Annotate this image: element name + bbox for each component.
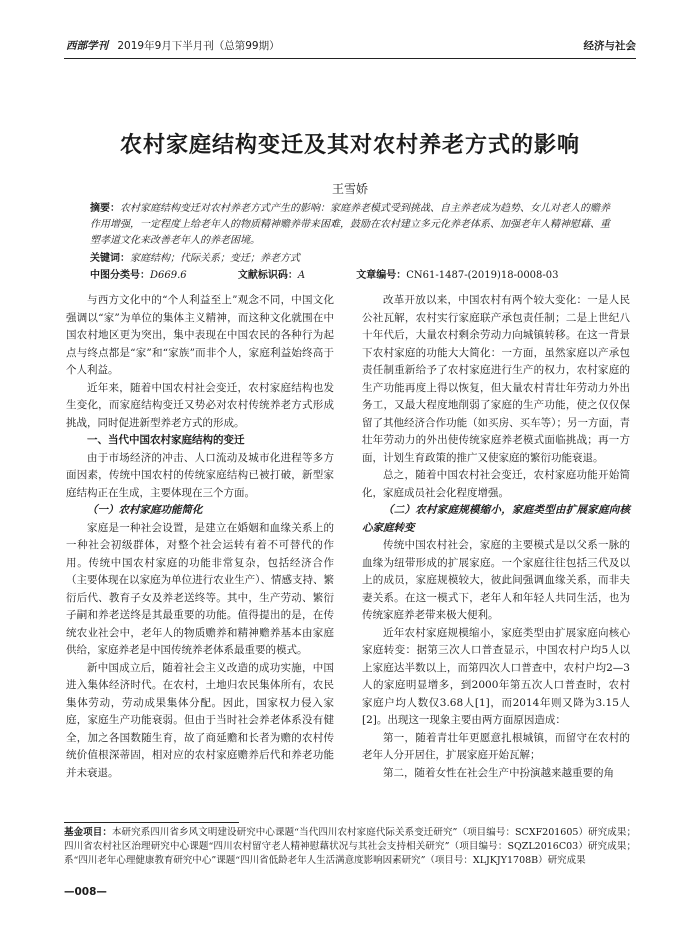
article-title: 农村家庭结构变迁及其对农村养老方式的影响 bbox=[119, 132, 580, 158]
page-number: —008— bbox=[64, 886, 107, 898]
funding-label: 基金项目： bbox=[64, 827, 112, 838]
journal-issue: 2019年9月下半月刊（总第99期） bbox=[117, 40, 280, 52]
paragraph: 改革开放以来，中国农村有两个较大变化：一是人民公社瓦解，农村实行家庭联产承包责任制；二是上世纪八十年代后，大量农村剩余劳动力向城镇转移。在这一背景下农村家庭的功能大大简化：一方面，虽然家庭以产承包责任制重新给予了农村家庭进行生产的权力，农村家庭的生产功能再度上得以恢复，但大量农村青壮年劳动力外出务工，又最大程度地削弱了家庭的生产功能，使之仅仅保留了其他经济合作功能（如买房、买车等）；另一方面，青壮年劳动力的外出使传统家庭养老模式面临挑战；再一方面，计划生育政策的推广又使家庭的繁衍功能衰退。 bbox=[362, 294, 630, 464]
paragraph: 总之，随着中国农村社会变迁，农村家庭功能开始简化，家庭成员社会化程度增强。 bbox=[362, 469, 630, 499]
article-number: 文章编号：CN61-1487-(2019)18-0008-03 bbox=[356, 270, 559, 281]
paragraph: 第一，随着青壮年更愿意扎根城镇，而留守在农村的老年人分开居住，扩展家庭开始瓦解； bbox=[362, 731, 630, 761]
paragraph: 近年农村家庭规模缩小，家庭类型由扩展家庭向核心家庭转变：据第三次人口普查显示，中国农村户均5人以上家庭达半数以上，而第四次人口普查中，农村户均2—3人的家庭明显增多，到2000年第五次人口普查时，农村家庭户均人数仅3.68人[1]，而2014年则又降为3.15人[2]。出现这一现象主要由两方面原因造成： bbox=[362, 626, 630, 726]
abstract bbox=[90, 201, 610, 249]
body-right-column bbox=[362, 292, 630, 782]
footnote-rule bbox=[64, 822, 239, 823]
paragraph: 与西方文化中的“个人利益至上”观念不同，中国文化强调以“家”为单位的集体主义精神，而这种文化就围在中国农村地区更为突出，集中表现在中国农民的各种行为起点与终点都是“家”和“家族”而非个人，家庭利益始终高于个人利益。 bbox=[66, 294, 334, 376]
clc-number: 中图分类号：D669.6 bbox=[90, 270, 187, 281]
subsection-heading: （一）农村家庭功能简化 bbox=[87, 504, 203, 516]
paragraph: 第二，随着女性在社会生产中扮演越来越重要的角 bbox=[383, 766, 614, 779]
funding-note bbox=[64, 826, 636, 868]
subsection-heading: （二）农村家庭规模缩小，家庭类型由扩展家庭向核心家庭转变 bbox=[362, 504, 630, 534]
abstract-text: 农村家庭结构变迁对农村养老方式产生的影响：家庭养老模式受到挑战、自主养老成为趋势、女儿对老人的赡养作用增强，一定程度上给老年人的物质精神赡养带来困难，鼓励在农村建立多元化养老体系、加强老年人精神慰藉、重塑孝道文化来改善老年人的养老困境。 bbox=[90, 203, 610, 246]
section-heading: 一、当代中国农村家庭结构的变迁 bbox=[87, 434, 245, 446]
running-header-left bbox=[66, 38, 280, 53]
section-name: 经济与社会 bbox=[583, 40, 636, 52]
header-rule bbox=[64, 58, 636, 59]
keywords-label: 关键词： bbox=[90, 253, 130, 264]
article-author: 王雪娇 bbox=[331, 182, 368, 196]
paragraph: 家庭是一种社会设置，是建立在婚姻和血缘关系上的一种社会初级群体，对整个社会运转有着不可替代的作用。传统中国农村家庭的功能非常复杂，包括经济合作（主要体现在以家庭为单位进行农业生产）、情感支持、繁衍后代、教育子女及养老送终等。其中，生产劳动、繁衍子嗣和养老送终是其最重要的功能。值得提出的是，在传统农业社会中，老年人的物质赡养和精神赡养基本由家庭供给，家庭养老是中国传统养老体系最重要的模式。 bbox=[66, 521, 334, 656]
keywords bbox=[90, 251, 610, 267]
abstract-label: 摘要： bbox=[90, 203, 120, 214]
paragraph: 新中国成立后，随着社会主义改造的成功实施，中国进入集体经济时代。在农村，土地归农民集体所有，农民集体劳动，劳动成果集体分配。因此，国家权力侵入家庭，家庭生产功能衰弱。但由于当时社会养老体系没有健全，加之各国数随生育，故了商延赡和长者为赡的农村传统价值根深蒂固，相对应的农村家庭赡养后代和养老功能并未衰退。 bbox=[66, 661, 334, 779]
body-left-column bbox=[66, 292, 334, 782]
keywords-text: 家庭结构；代际关系；变迁；养老方式 bbox=[130, 253, 300, 264]
paragraph: 传统中国农村社会，家庭的主要模式是以父系一脉的血缘为纽带形成的扩展家庭。一个家庭往往包括三代及以上的成员，家庭规模较大，彼此间强调血缘关系，而非夫妻关系。在这一模式下，老年人和年轻人共同生活，也为传统家庭养老带来极大便利。 bbox=[362, 539, 630, 621]
classification-line bbox=[90, 268, 610, 284]
funding-text: 本研究系四川省乡风文明建设研究中心课题“当代四川农村家庭代际关系变迁研究”（项目编号：SCXF201605）研究成果；四川省农村社区治理研究中心课题“四川农村留守老人精神慰藉状况与其社会支持相关研究”（项目编号：SQZL2016C03）研究成果；系“四川老年心理健康教育研究中心”课题“四川省低龄老年人生活满意度影响因素研究”（项目号：XLJKJY1708B）研究成果 bbox=[64, 827, 636, 866]
journal-name: 西部学刊 bbox=[66, 40, 108, 52]
paragraph: 由于市场经济的冲击、人口流动及城市化进程等多方面因素，传统中国农村的传统家庭结构已被打破，新型家庭结构正在生成，主要体现在三个方面。 bbox=[66, 451, 334, 499]
document-code: 文献标识码：A bbox=[237, 270, 306, 281]
paragraph: 近年来，随着中国农村社会变迁，农村家庭结构也发生变化，而家庭结构变迁又势必对农村传统养老方式形成挑战，同时促进新型养老方式的形成。 bbox=[66, 381, 334, 429]
